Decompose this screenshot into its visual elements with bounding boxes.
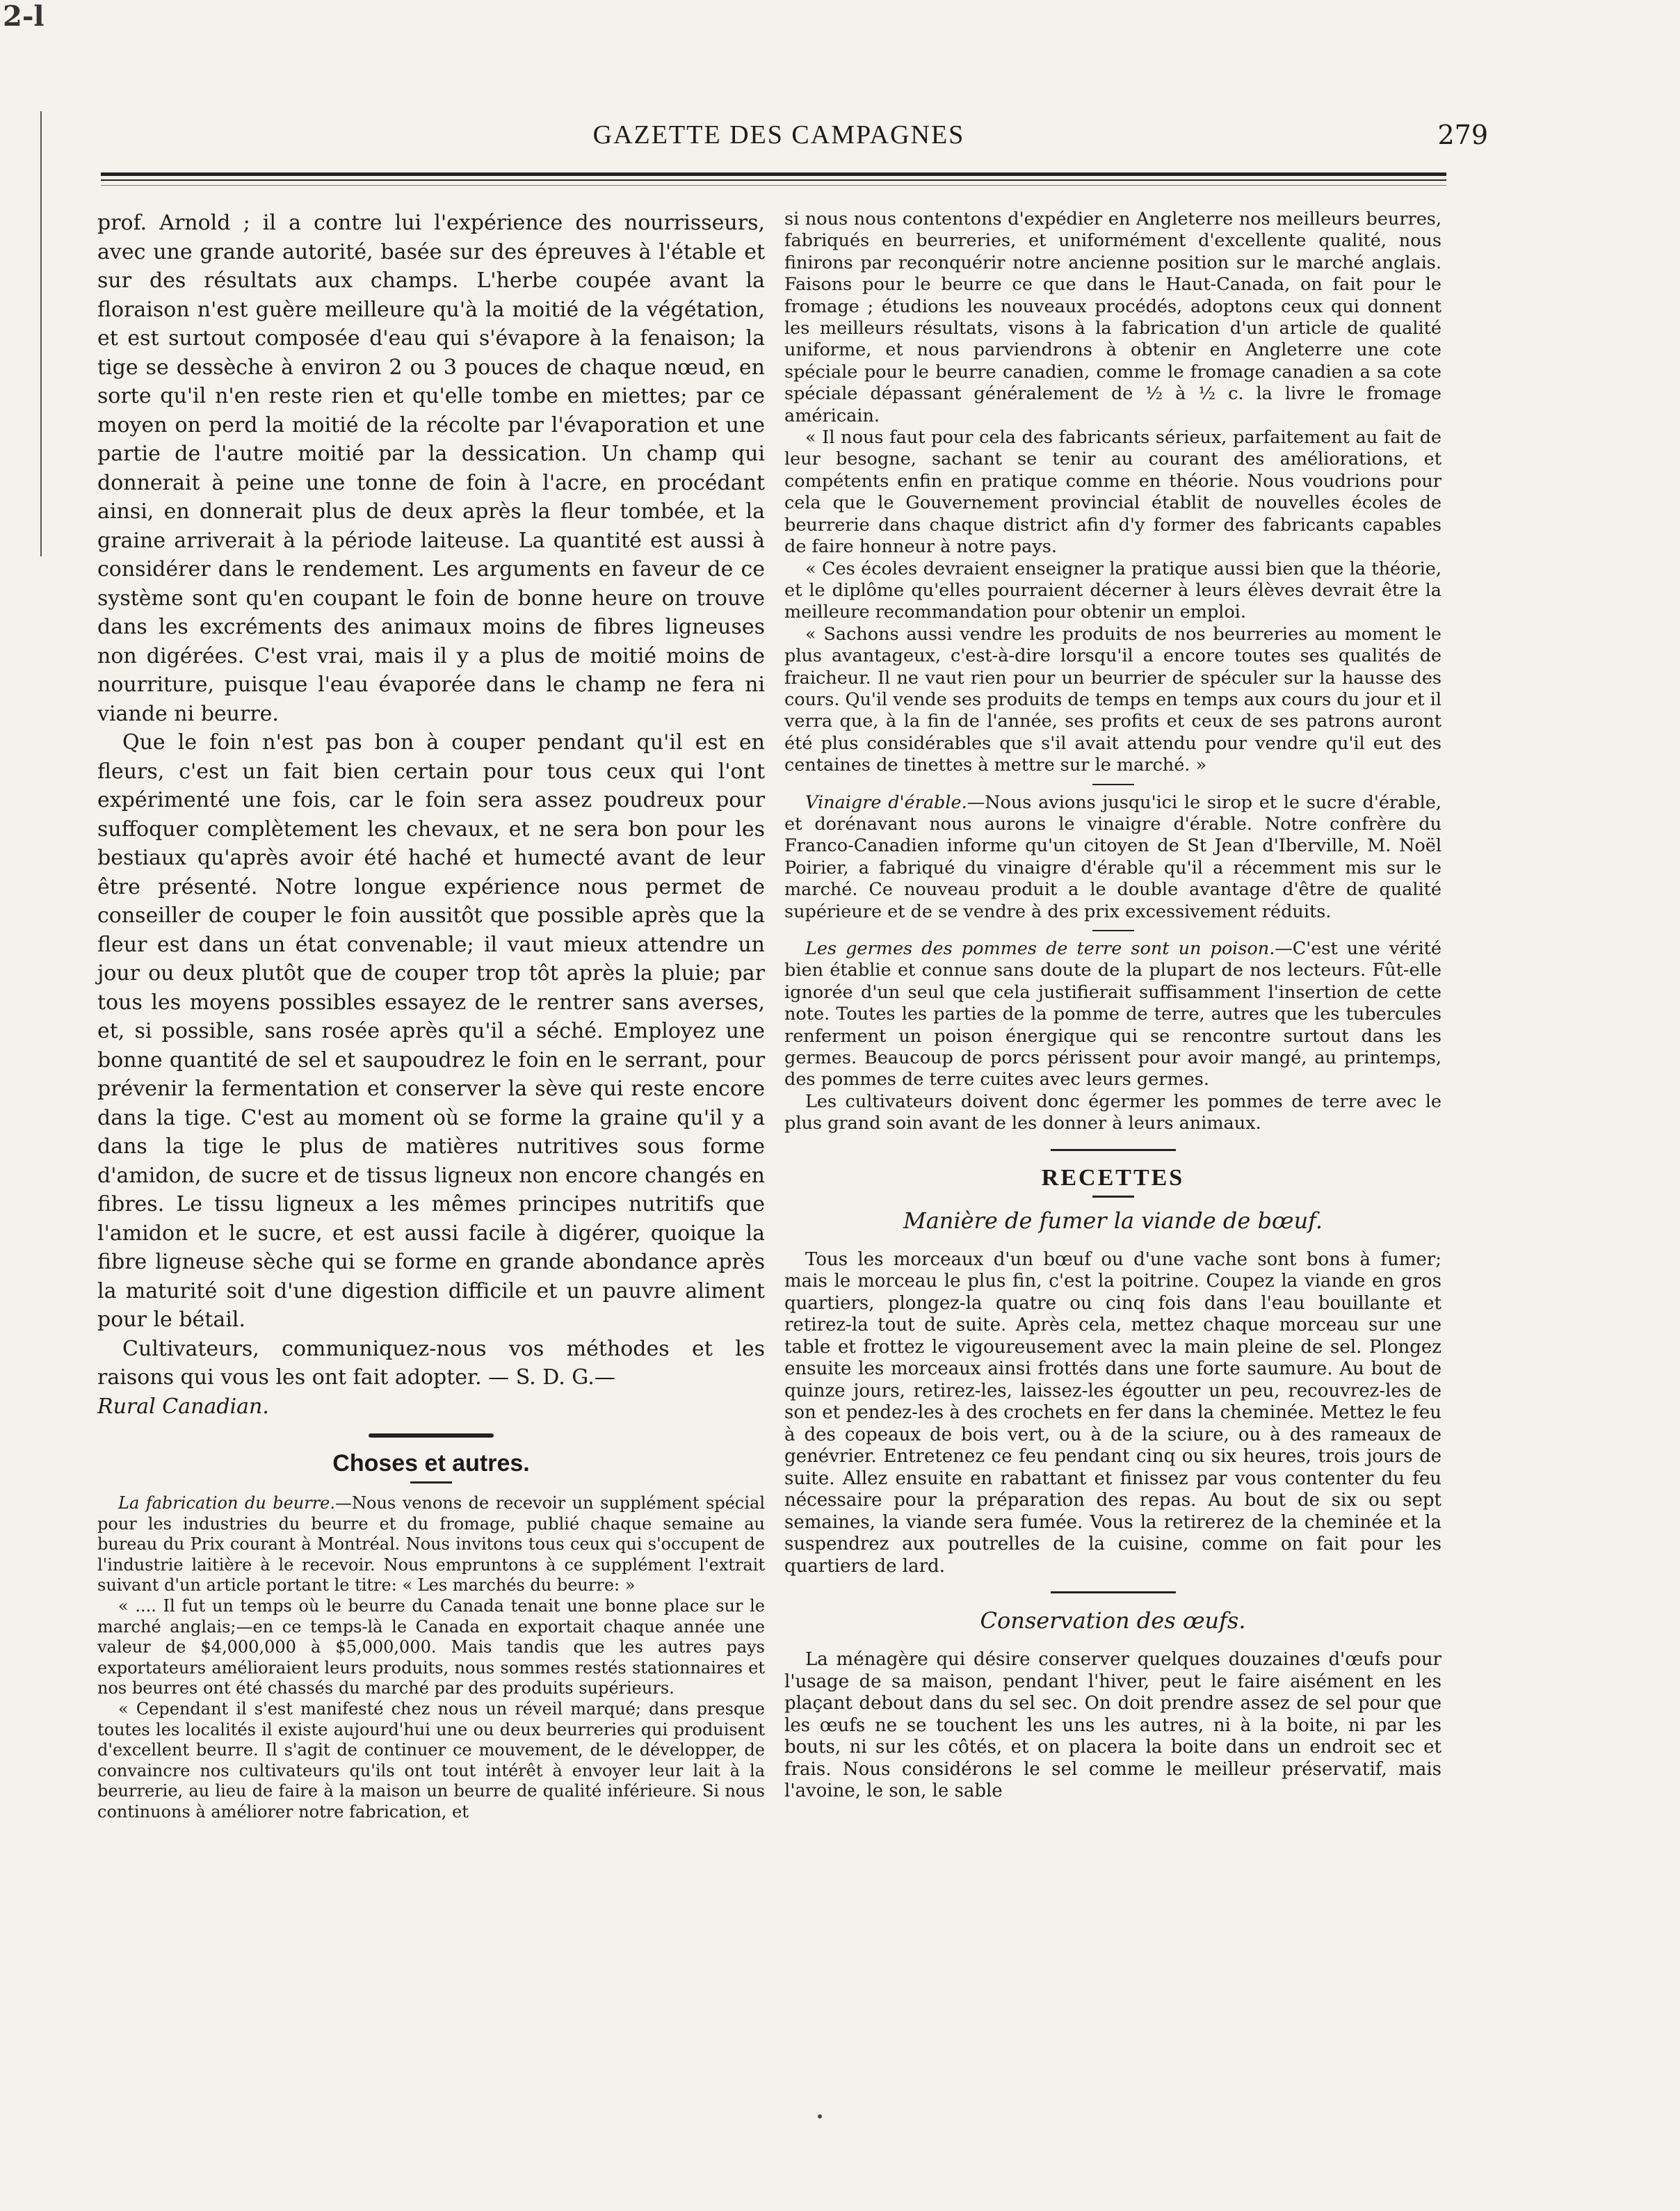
quoted-paragraph: « Il nous faut pour cela des fabricants sérieux, parfaitement au fait de leur besogne, sachant se tenir au courant des améliorations, et compétents enfin en pratique comme en théorie. Nous voudrions pour cela que le Gouvernement provincial établit de nouvelles écoles de beurrerie dans chaque district afin d'y former des fabricants capables de faire honneur à notre pays. <box>784 427 1441 558</box>
item-separator <box>1092 784 1134 785</box>
left-column <box>97 209 765 1823</box>
header-rule-thin2 <box>101 185 1446 186</box>
recipe-text: Tous les morceaux d'un bœuf ou d'une vache sont bons à fumer; mais le morceau le plus fin, c'est la poitrine. Coupez la viande en gros quartiers, plongez-la quatre ou cinq fois dans l'eau bouillante et retirez-la tout de suite. Après cela, mettez chaque morceau sur une table et frottez le vigoureusement avec la main pleine de sel. Plongez ensuite les morceaux ainsi frottés dans une forte saumure. Au bout de quinze jours, retirez-les, laissez-les égoutter un peu, recouvrez-les de son et pendez-les à des crochets en fer dans la cheminée. Mettez le feu à des copeaux de bois vert, ou à de la sciure, ou à des rameaux de genévrier. Entretenez ce feu pendant cinq ou six heures, trois jours de suite. Allez ensuite en rabattant et finissez par vous contenter du feu nécessaire pour la préparation des repas. Au bout de six ou sept semaines, la viande sera fumée. Vous la retirerez de la cheminée et la suspendrez aux poutrelles de la cuisine, comme on fait pour les quartiers de lard. <box>784 1248 1441 1577</box>
item-text: —Nous avions jusqu'ici le sirop et le sucre d'érable, et dorénavant nous aurons le vinaigre d'érable. Notre confrère du Franco-Canadien informe qu'un citoyen de St Jean d'Iberville, M. Noël Poirier, a fabriqué du vinaigre d'érable qu'il a récemment mis sur le marché. Ce nouveau produit a le double avantage d'être de qualité supérieure et de se vendre à des prix excessivement réduits. <box>784 791 1441 922</box>
article-paragraph: Cultivateurs, communiquez-nous vos méthodes et les raisons qui vous les ont fait adopter. — S. D. G.— <box>97 1336 765 1390</box>
article-paragraph: Que le foin n'est pas bon à couper pendant qu'il est en fleurs, c'est un fait bien certain pour tous ceux qui l'ont expérimenté une fois, car le foin sera assez poudreux pour suffoquer complètement les chevaux, et ne sera bon pour les bestiaux qu'après avoir été haché et humecté avant de leur être présenté. Notre longue expérience nous permet de conseiller de couper le foin aussitôt que possible après que la fleur est dans un état convenable; il vaut mieux attendre un jour ou deux plutôt que de couper trop tôt après la pluie; par tous les moyens possibles essayez de le rentrer sans averses, et, si possible, sans rosée après qu'il a séché. Employez une bonne quantité de sel et saupoudrez le foin en le serrant, pour prévenir la fermentation et conserver la sève qui reste encore dans la tige. C'est au moment où se forme la graine qu'il y a dans la tige le plus de matières nutritives sous forme d'amidon, de sucre et de tissus ligneux non encore changés en fibres. Le tissu ligneux a les mêmes principes nutritifs que l'amidon et le sucre, et est aussi facile à digérer, quoique la fibre ligneuse sèche qui se forme en grande abondance après la maturité soit d'une digestion difficile et un pauvre aliment pour le bétail. <box>97 730 765 1332</box>
item-lead: La fabrication du beurre. <box>118 1493 336 1513</box>
quoted-paragraph: si nous nous contentons d'expédier en Angleterre nos meilleurs beurres, fabriqués en beurreries, et uniformément d'excellente qualité, nous finirons par reconquérir notre ancienne position sur le marché anglais. Faisons pour le beurre ce que dans le Haut-Canada, on fait pour le fromage ; étudions les nouveaux procédés, adoptons ceux qui donnent les meilleurs résultats, visons à la fabrication d'un article de qualité uniforme, et nous parviendrons à obtenir en Angleterre une cote spéciale pour le beurre canadien, comme le fromage canadien a sa cote spéciale dépassant généralement de ½ à ½ c. la livre le fromage américain. <box>784 209 1441 426</box>
recipe-text: La ménagère qui désire conserver quelques douzaines d'œufs pour l'usage de sa maison, pendant l'hiver, peut le faire aisément en les plaçant debout dans du sel sec. On doit prendre assez de sel pour que les œufs ne se touchent les uns les autres, ni à la boite, ni par les bouts, ni sur les côtés, et on placera la boite dans un endroit sec et frais. Nous considérons le sel comme le meilleur préservatif, mais l'avoine, le son, le sable <box>784 1649 1441 1802</box>
item-lead: Les germes des pommes de terre sont un poison. <box>805 938 1275 959</box>
article-paragraph: prof. Arnold ; il a contre lui l'expérience des nourrisseurs, avec une grande autorité, basée sur des épreuves à l'étable et sur des résultats aux champs. L'herbe coupée avant la floraison n'est guère meilleure qu'à la moitié de la végétation, et est surtout composée d'eau qui s'évapore à la fenaison; la tige se dessèche à environ 2 ou 3 pouces de chaque nœud, en sorte qu'il n'en reste rien et qu'elle tombe en miettes; par ce moyen on perd la moitié de la récolte par l'évaporation et une partie de l'autre moitié par la dessication. Un champ qui donnerait à peine une tonne de foin à l'acre, en procédant ainsi, en donnerait plus de deux après la fleur tombée, et la graine arriverait à la période laiteuse. La quantité est aussi à considérer dans le rendement. Les arguments en faveur de ce système sont qu'en coupant le foin de bonne heure on trouve dans les excréments des animaux moins de fibres ligneuses non digérées. C'est vrai, mais il y a plus de moitié moins de nourriture, puisque l'eau évaporée dans le champ ne fera ni viande ni beurre. <box>97 211 765 726</box>
quoted-paragraph: « Ces écoles devraient enseigner la pratique aussi bien que la théorie, et le diplôme qu'elles pourraient décerner à leurs élèves devrait être la meilleure recommandation pour obtenir un emploi. <box>784 558 1441 623</box>
margin-marks <box>40 111 47 556</box>
recipe-title: Manière de fumer la viande de bœuf. <box>903 1207 1323 1234</box>
header-rule <box>101 172 1446 176</box>
item-separator <box>1092 930 1134 931</box>
section-title: Choses et autres. <box>332 1450 530 1477</box>
title-dash <box>1092 1196 1134 1198</box>
corner-mark: 2-l <box>3 0 45 33</box>
article-signature: Rural Canadian. <box>97 1394 269 1419</box>
page-number: 279 <box>1437 120 1488 150</box>
section-separator <box>1051 1149 1176 1151</box>
item-text: —C'est une vérité bien établie et connue sans doute de la plupart de nos lecteurs. Fût-elle ignorée d'un seul que cela justifierait suffisamment l'insertion de cette note. Toutes les parties de la pomme de terre, autres que les tubercules renferment un poison énergique qui se rencontre surtout dans les germes. Beaucoup de porcs périssent pour avoir mangé, au printemps, des pommes de terre cuites avec leurs germes. <box>784 938 1441 1091</box>
recipe-separator <box>1051 1591 1176 1593</box>
quoted-paragraph: « Sachons aussi vendre les produits de nos beurreries au moment le plus avantageux, c'est-à-dire lorsqu'il a encore toutes ses qualités de fraicheur. Il ne vaut rien pour un beurrier de spéculer sur la hausse des cours. Qu'il vende ses produits de temps en temps aux cours du jour et il verra que, à la fin de l'année, ses profits et ceux de ses patrons auront été plus considérables que s'il avait attendu pour vendre qu'il eut des centaines de tinettes à mettre sur le marché. » <box>784 623 1441 776</box>
quoted-paragraph: « .... Il fut un temps où le beurre du Canada tenait une bonne place sur le marché anglais;—en ce temps-là le Canada en exportait chaque année une valeur de $4,000,000 à $5,000,000. Mais tandis que les autres pays exportateurs amélioraient leurs produits, nous sommes restés stationnaires et nos beurres ont été chassés du marché par des produits supérieurs. <box>97 1595 765 1698</box>
right-column <box>784 209 1441 1803</box>
item-lead: Vinaigre d'érable. <box>805 791 967 813</box>
page-header <box>97 120 1488 161</box>
recettes-title: RECETTES <box>1041 1164 1185 1191</box>
item-text: —Nous venons de recevoir un supplément spécial pour les industries du beurre et du fromage, publié chaque semaine au bureau du Prix courant à Montréal. Nous invitons tous ceux qui s'occupent de l'industrie laitière à le recevoir. Nous empruntons à ce supplément l'extrait suivant d'un article portant le titre: « Les marchés du beurre: » <box>97 1493 765 1595</box>
quoted-paragraph: « Cependant il s'est manifesté chez nous un réveil marqué; dans presque toutes les localités il existe aujourd'hui une ou deux beurreries qui produisent d'excellent beurre. Il s'agit de continuer ce mouvement, de le développer, de convaincre nos cultivateurs qu'ils ont tout intérêt à envoyer leur lait à la beurrerie, au lieu de faire à la maison un beurre de qualité inférieure. Si nous continuons à améliorer notre fabrication, et <box>97 1698 765 1822</box>
title-dash <box>410 1481 452 1484</box>
page-speck <box>818 2114 822 2118</box>
header-rule-thin <box>101 179 1446 181</box>
recipe-title: Conservation des œufs. <box>980 1607 1246 1634</box>
section-ornament <box>369 1433 494 1438</box>
page-title: GAZETTE DES CAMPAGNES <box>592 120 965 150</box>
item-text: Les cultivateurs doivent donc égermer les pommes de terre avec le plus grand soin avant de les donner à leurs animaux. <box>784 1091 1441 1134</box>
